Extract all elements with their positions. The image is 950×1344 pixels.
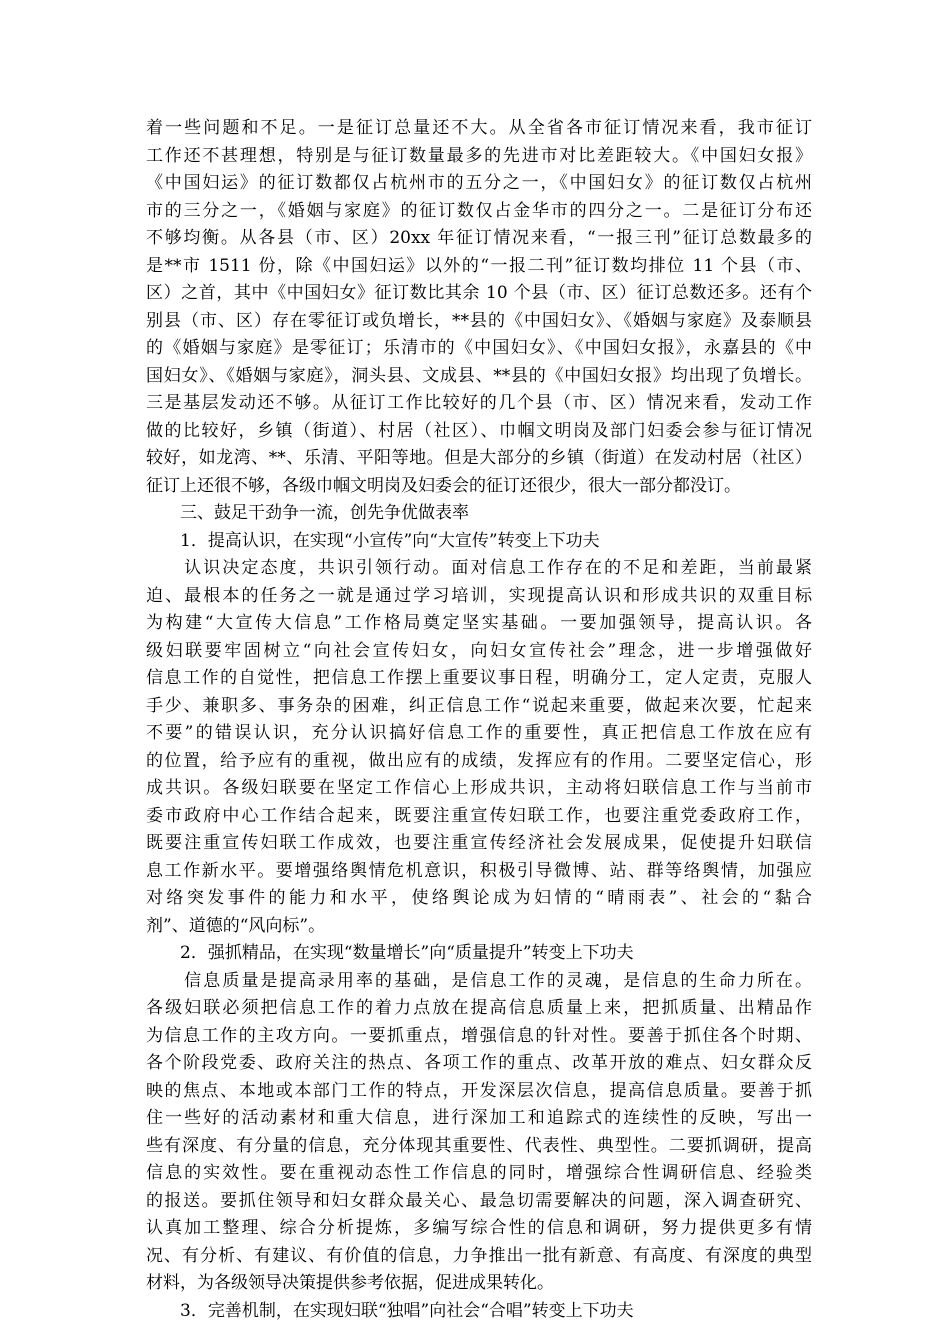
- text-line: 些有深度、有分量的信息，充分体现其重要性、代表性、典型性。二要抓调研，提高: [146, 1135, 812, 1156]
- text-line: 手少、兼职多、事务杂的困难，纠正信息工作“说起来重要，做起来次要，忙起来: [146, 695, 812, 716]
- text-line: 为信息工作的主攻方向。一要抓重点，增强信息的针对性。要善于抓住各个时期、: [146, 1025, 812, 1046]
- document-body: [146, 115, 812, 1325]
- section-heading-line: 3．完善机制，在实现妇联“独唱”向社会“合唱”转变上下功夫: [146, 1300, 634, 1321]
- text-line: 三是基层发动还不够。从征订工作比较好的几个县（市、区）情况来看，发动工作: [146, 393, 812, 413]
- text-line: 映的焦点、本地或本部门工作的特点，开发深层次信息，提高信息质量。要善于抓: [146, 1080, 812, 1101]
- text-line: 剂”、道德的“风向标”。: [146, 915, 326, 936]
- text-line: 不够均衡。从各县（市、区）20xx 年征订情况来看，“一报三刊”征订总数最多的: [146, 228, 812, 248]
- text-line: 工作还不甚理想，特别是与征订数量最多的先进市对比差距较大。《中国妇女报》: [146, 145, 812, 166]
- text-line: 信息质量是提高录用率的基础，是信息工作的灵魂，是信息的生命力所在。: [146, 970, 812, 991]
- text-line: 着一些问题和不足。一是征订总量还不大。从全省各市征订情况来看，我市征订: [146, 118, 812, 138]
- text-line: 为构建“大宣传大信息”工作格局奠定坚实基础。一要加强领导，提高认识。各: [146, 613, 812, 633]
- text-line: 迫、最根本的任务之一就是通过学习培训，实现提高认识和形成共识的双重目标: [146, 585, 812, 606]
- text-line: 认识决定态度，共识引领行动。面对信息工作存在的不足和差距，当前最紧: [146, 558, 812, 578]
- text-line: 的《婚姻与家庭》是零征订；乐清市的《中国妇女》、《中国妇女报》，永嘉县的《中: [146, 338, 812, 358]
- text-line: 各级妇联必须把信息工作的着力点放在提高信息质量上来，把抓质量、出精品作: [146, 998, 812, 1018]
- text-line: 委市政府中心工作结合起来，既要注重宣传妇联工作，也要注重党委政府工作，: [146, 805, 812, 826]
- text-line: 较好，如龙湾、**、乐清、平阳等地。但是大部分的乡镇（街道）在发动村居（社区）: [146, 448, 812, 468]
- text-line: 既要注重宣传妇联工作成效，也要注重宣传经济社会发展成果，促使提升妇联信: [146, 833, 812, 853]
- text-line: 国妇女》、《婚姻与家庭》，洞头县、文成县、**县的《中国妇女报》均出现了负增长。: [146, 365, 812, 386]
- text-line: 不要”的错误认识，充分认识搞好信息工作的重要性，真正把信息工作放在应有: [146, 723, 812, 743]
- text-line: 材料，为各级领导决策提供参考依据，促进成果转化。: [146, 1273, 554, 1293]
- text-line: 区）之首，其中《中国妇女》征订数比其余 10 个县（市、区）征订总数还多。还有个: [146, 283, 812, 303]
- section-heading-line: 三、鼓足干劲争一流，创先争优做表率: [146, 503, 469, 523]
- section-heading-line: 1．提高认识，在实现“小宣传”向“大宣传”转变上下功夫: [146, 530, 600, 551]
- text-line: 征订上还很不够，各级巾帼文明岗及妇委会的征订还很少，很大一部分都没订。: [146, 475, 741, 496]
- text-line: 信息的实效性。要在重视动态性工作信息的同时，增强综合性调研信息、经验类: [146, 1163, 812, 1183]
- text-line: 市的三分之一，《婚姻与家庭》的征订数仅占金华市的四分之一。二是征订分布还: [146, 200, 812, 221]
- text-line: 息工作新水平。要增强络舆情危机意识，积极引导微博、站、群等络舆情，加强应: [146, 860, 812, 881]
- text-line: 对络突发事件的能力和水平，使络舆论成为妇情的“晴雨表”、社会的“黏合: [146, 888, 812, 908]
- text-line: 《中国妇运》的征订数都仅占杭州市的五分之一，《中国妇女》的征订数仅占杭州: [146, 173, 812, 193]
- text-line: 别县（市、区）存在零征订或负增长，**县的《中国妇女》、《婚姻与家庭》及泰顺县: [146, 310, 812, 331]
- text-line: 住一些好的活动素材和重大信息，进行深加工和追踪式的连续性的反映，写出一: [146, 1108, 812, 1128]
- section-heading-line: 2．强抓精品，在实现“数量增长”向“质量提升”转变上下功夫: [146, 943, 634, 963]
- text-line: 认真加工整理、综合分析提炼，多编写综合性的信息和调研，努力提供更多有情: [146, 1218, 812, 1238]
- text-line: 级妇联要牢固树立“向社会宣传妇女，向妇女宣传社会”理念，进一步增强做好: [146, 640, 812, 661]
- text-line: 信息工作的自觉性，把信息工作摆上重要议事日程，明确分工，定人定责，克服人: [146, 668, 812, 688]
- text-line: 成共识。各级妇联要在坚定工作信心上形成共识，主动将妇联信息工作与当前市: [146, 778, 812, 798]
- text-line: 做的比较好，乡镇（街道）、村居（社区）、巾帼文明岗及部门妇委会参与征订情况: [146, 420, 812, 441]
- text-line: 是**市 1511 份，除《中国妇运》以外的“一报二刊”征订数均排位 11 个县（市、: [146, 255, 812, 276]
- text-line: 的位置，给予应有的重视，做出应有的成绩，发挥应有的作用。二要坚定信心，形: [146, 750, 812, 771]
- text-line: 各个阶段党委、政府关注的热点、各项工作的重点、改革开放的难点、妇女群众反: [146, 1053, 812, 1073]
- text-line: 况、有分析、有建议、有价值的信息，力争推出一批有新意、有高度、有深度的典型: [146, 1245, 812, 1266]
- text-line: 的报送。要抓住领导和妇女群众最关心、最急切需要解决的问题，深入调查研究、: [146, 1190, 812, 1211]
